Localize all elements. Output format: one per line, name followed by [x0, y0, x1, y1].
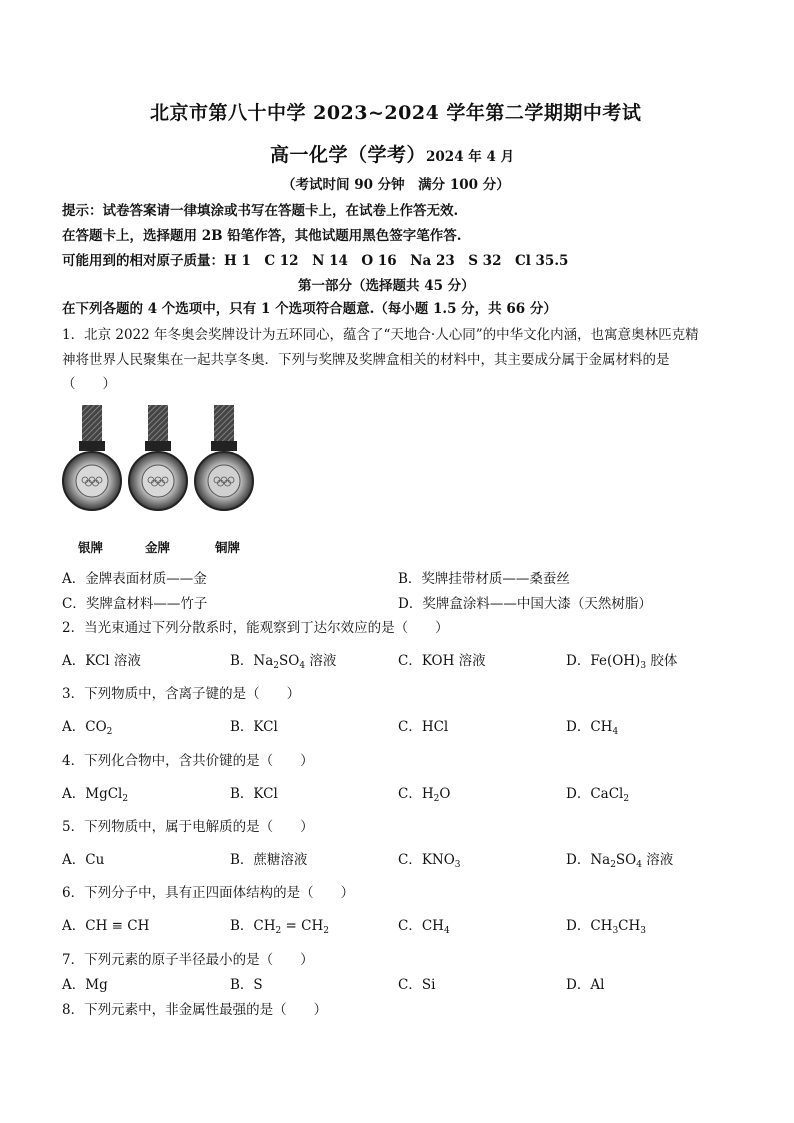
note-line-1: 提示：试卷答案请一律填涂或书写在答题卡上，在试卷上作答无效.: [62, 203, 459, 219]
q3-a-sub: 2: [106, 727, 113, 737]
exam-title: 北京市第八十中学 2023~2024 学年第二学期期中考试: [150, 102, 642, 124]
medal-label-gold: 金牌: [145, 540, 171, 555]
q4-a-sub: 2: [122, 794, 129, 804]
q5-d-sub-1: 2: [610, 860, 616, 870]
q5-option-b: B．蔗糖溶液: [230, 852, 308, 868]
q2-d-sub: 3: [640, 661, 647, 671]
q3-d-text: D．CH: [566, 719, 613, 735]
q1-line-3: （ ）: [62, 376, 116, 392]
q6-option-b: [230, 914, 329, 934]
q7-option-b: B．S: [230, 977, 263, 993]
q5-d-text-3: 溶液: [641, 852, 674, 868]
section-title: 第一部分（选择题共 45 分）: [298, 278, 475, 294]
q2-b-sub-1: 2: [273, 661, 280, 671]
exam-subtitle: [270, 140, 514, 167]
q2-b-text-3: 溶液: [305, 653, 337, 669]
medal-label-bronze: 铜牌: [215, 540, 241, 555]
q2-d-text-1: D．Fe(OH): [566, 653, 641, 669]
q1-option-a: A．金牌表面材质——金: [62, 571, 207, 587]
q6-c-sub: 4: [443, 926, 450, 936]
medals-drawing: [62, 403, 262, 523]
q6-option-d: [566, 914, 646, 934]
q6-option-c: [398, 914, 450, 934]
q1-option-b: B．奖牌挂带材质——桑蚕丝: [398, 571, 570, 587]
q3-option-d: [566, 715, 618, 735]
bronze-medal: [195, 405, 253, 510]
q3-a-text: A．CO: [62, 719, 107, 735]
q4-c-text-2: O: [439, 786, 451, 802]
q6-d-sub-2: 3: [640, 926, 647, 936]
q2-b-text-1: B．Na: [230, 653, 274, 669]
q2-option-c: C．KOH 溶液: [398, 653, 486, 669]
q5-stem: 5．下列物质中，属于电解质的是（ ）: [62, 819, 314, 835]
silver-medal: [63, 405, 121, 510]
subject-title: 高一化学（学考）: [270, 144, 427, 166]
q4-d-text: D．CaCl: [566, 786, 624, 802]
section-instruction: 在下列各题的 4 个选项中，只有 1 个选项符合题意.（每小题 1.5 分，共 66 分）: [62, 301, 557, 317]
q1-line-2: 神将世界人民聚集在一起共享冬奥．下列与奖牌及奖牌盒相关的材料中，其主要成分属于金属材料的是: [62, 352, 670, 368]
q1-line-1: 1．北京 2022 年冬奥会奖牌设计为五环同心，蕴含了“天地合·人心同”的中华文化内涵，也寓意奥林匹克精: [62, 327, 699, 343]
q1-option-c: C．奖牌盒材料——竹子: [62, 596, 208, 612]
q5-option-a: A．Cu: [62, 852, 105, 868]
q5-d-text-1: D．Na: [566, 852, 611, 868]
q3-stem: 3．下列物质中，含离子键的是（ ）: [62, 686, 301, 702]
q4-a-text: A．MgCl: [62, 786, 123, 802]
q2-b-sub-2: 4: [299, 661, 306, 671]
q5-option-c: [398, 848, 461, 868]
q6-b-sub-2: 2: [323, 926, 329, 936]
q5-d-text-2: SO: [615, 852, 637, 868]
q3-d-sub: 4: [612, 727, 619, 737]
q5-c-text: C．KNO: [398, 852, 455, 868]
q6-d-text-2: CH: [618, 918, 641, 934]
exam-info: （考试时间 90 分钟 满分 100 分）: [282, 177, 510, 193]
q3-option-c: C．HCl: [398, 719, 449, 735]
exam-date: 2024 年 4 月: [426, 149, 515, 165]
q1-option-d: D．奖牌盒涂料——中国大漆（天然树脂）: [398, 596, 652, 612]
q4-option-a: [62, 782, 128, 802]
q5-c-sub: 3: [454, 860, 461, 870]
q8-stem: 8．下列元素中，非金属性最强的是（ ）: [62, 1002, 328, 1018]
q4-option-d: [566, 782, 629, 802]
q6-b-text-1: B．CH: [230, 918, 276, 934]
q5-option-d: [566, 848, 673, 868]
medals-image: [62, 403, 262, 523]
q3-option-a: [62, 715, 112, 735]
q7-option-d: D．Al: [566, 977, 605, 993]
q4-c-sub: 2: [433, 794, 440, 804]
q4-d-sub: 2: [623, 794, 630, 804]
q2-stem: 2．当光束通过下列分散系时，能观察到丁达尔效应的是（ ）: [62, 620, 449, 636]
q6-d-sub-1: 3: [612, 926, 619, 936]
q7-option-a: A．Mg: [62, 977, 108, 993]
q6-stem: 6．下列分子中，具有正四面体结构的是（ ）: [62, 885, 355, 901]
q5-d-sub-2: 4: [636, 860, 642, 870]
medal-label-silver: 银牌: [78, 540, 104, 555]
q2-d-text-2: 胶体: [646, 653, 678, 669]
q6-b-sub-1: 2: [275, 926, 282, 936]
q4-option-b: B．KCl: [230, 786, 278, 802]
q6-c-text: C．CH: [398, 918, 444, 934]
q6-b-text-2: = CH: [281, 918, 324, 934]
q4-option-c: [398, 782, 450, 802]
atomic-masses: 可能用到的相对原子质量：H 1 C 12 N 14 O 16 Na 23 S 32 Cl 35.5: [62, 253, 569, 269]
q4-stem: 4．下列化合物中，含共价键的是（ ）: [62, 753, 314, 769]
q2-option-b: [230, 649, 336, 669]
q6-d-text-1: D．CH: [566, 918, 613, 934]
q6-option-a: A．CH ≡ CH: [62, 918, 150, 934]
q2-option-a: A．KCl 溶液: [62, 653, 141, 669]
q2-b-text-2: SO: [279, 653, 300, 669]
q7-stem: 7．下列元素的原子半径最小的是（ ）: [62, 952, 314, 968]
q4-c-text-1: C．H: [398, 786, 434, 802]
gold-medal: [129, 405, 187, 510]
note-line-2: 在答题卡上，选择题用 2B 铅笔作答，其他试题用黑色签字笔作答.: [62, 228, 462, 244]
q3-option-b: B．KCl: [230, 719, 278, 735]
q7-option-c: C．Si: [398, 977, 436, 993]
q2-option-d: [566, 649, 677, 669]
